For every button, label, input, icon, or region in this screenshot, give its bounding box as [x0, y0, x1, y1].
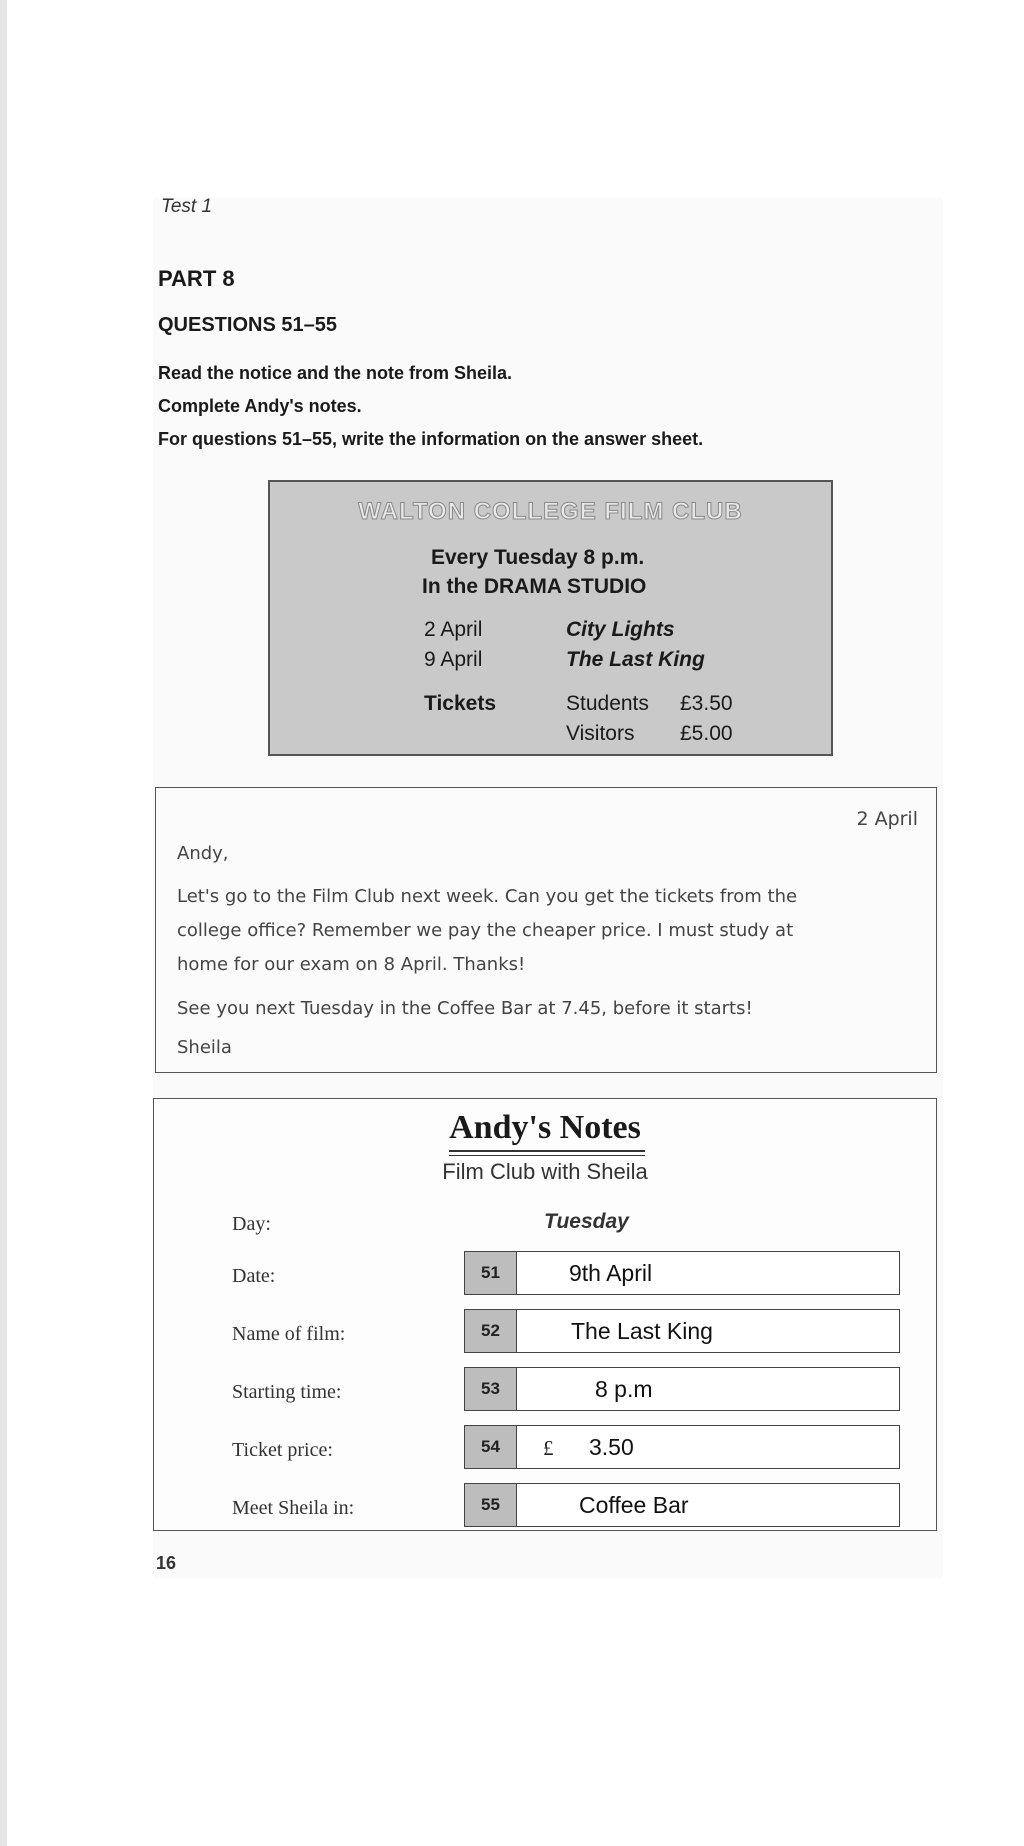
question-number: 55: [465, 1484, 517, 1526]
tickets-label: Tickets: [424, 692, 496, 715]
question-number: 52: [465, 1310, 517, 1352]
answer-value: 9th April: [569, 1260, 653, 1286]
note-line: Let's go to the Film Club next week. Can you get the tickets from the: [177, 886, 798, 907]
test-label: Test 1: [161, 196, 213, 217]
question-number: 54: [465, 1426, 517, 1468]
price-who: Visitors: [566, 722, 635, 745]
note-line: college office? Remember we pay the cheaper price. I must study at: [177, 920, 794, 941]
answer-value: 8 p.m: [595, 1376, 653, 1402]
notice-title: WALTON COLLEGE FILM CLUB: [358, 498, 743, 525]
andys-notes-form: [153, 1098, 937, 1531]
question-number: 51: [465, 1252, 517, 1294]
sheila-note: [155, 787, 937, 1073]
row-label: Starting time:: [232, 1381, 342, 1403]
question-number: 53: [465, 1368, 517, 1410]
note-closing: See you next Tuesday in the Coffee Bar at 7.45, before it starts!: [177, 998, 753, 1019]
film-title: City Lights: [566, 618, 675, 641]
row-label: Meet Sheila in:: [232, 1497, 355, 1519]
answer-value: The Last King: [571, 1318, 713, 1344]
answer-field-51[interactable]: [464, 1251, 900, 1295]
page-number: 16: [156, 1553, 177, 1573]
instruction-line: Read the notice and the note from Sheila.: [158, 363, 513, 383]
title-underline: [449, 1150, 645, 1156]
instruction-line: For questions 51–55, write the information on the answer sheet.: [158, 429, 704, 449]
part-heading: PART 8: [158, 266, 235, 291]
price-amount: £3.50: [680, 692, 733, 715]
answer-field-52[interactable]: [464, 1309, 900, 1353]
questions-heading: QUESTIONS 51–55: [158, 314, 337, 336]
instruction-line: Complete Andy's notes.: [158, 396, 362, 416]
left-edge-shadow: [0, 0, 7, 1846]
answer-value: Coffee Bar: [579, 1492, 689, 1518]
notice-schedule: Every Tuesday 8 p.m.: [431, 546, 645, 569]
notice-venue: In the DRAMA STUDIO: [422, 575, 647, 598]
answer-field-55[interactable]: [464, 1483, 900, 1527]
andys-notes-title: Andy's Notes: [449, 1109, 641, 1146]
film-date: 2 April: [424, 618, 483, 641]
note-line: home for our exam on 8 April. Thanks!: [177, 954, 526, 975]
andys-notes-subtitle: Film Club with Sheila: [442, 1159, 648, 1184]
price-who: Students: [566, 692, 649, 715]
note-signature: Sheila: [177, 1037, 232, 1058]
answer-field-54[interactable]: [464, 1425, 900, 1469]
note-greeting: Andy,: [177, 843, 229, 864]
note-date: 2 April: [856, 808, 918, 830]
row-label: Name of film:: [232, 1323, 346, 1345]
row-label: Ticket price:: [232, 1439, 333, 1461]
day-value: Tuesday: [544, 1210, 629, 1233]
film-date: 9 April: [424, 648, 483, 671]
day-label: Day:: [232, 1213, 271, 1235]
pound-sign: £: [543, 1436, 554, 1460]
answer-field-53[interactable]: [464, 1367, 900, 1411]
film-club-notice: [268, 480, 833, 756]
price-amount: £5.00: [680, 722, 733, 745]
row-label: Date:: [232, 1265, 276, 1287]
answer-value: 3.50: [589, 1434, 634, 1460]
film-title: The Last King: [566, 648, 705, 671]
